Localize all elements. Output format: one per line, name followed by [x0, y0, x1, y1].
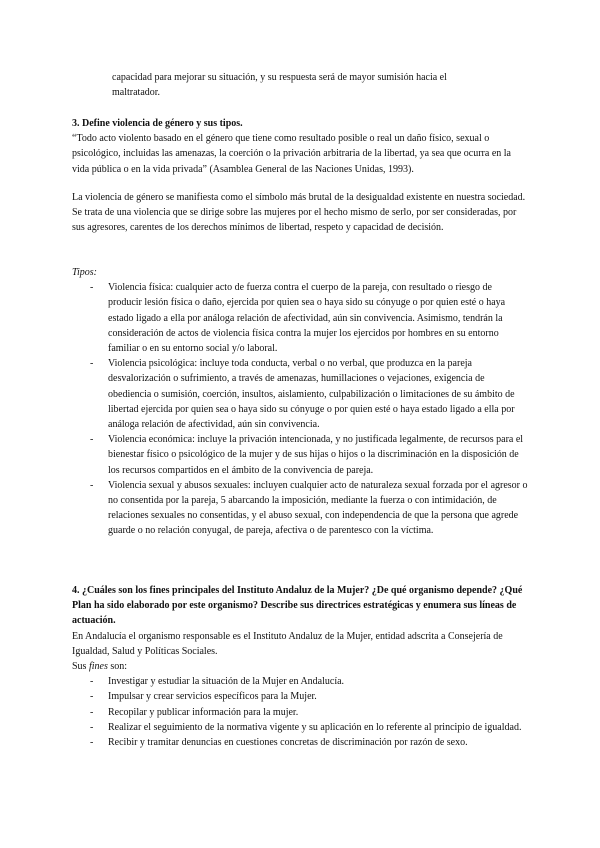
section-4-heading: 4. ¿Cuáles son los fines principales del Instituto Andaluz de la Mujer? ¿De qué organismo depende? ¿Qué Plan ha sido elaborado por este organismo? Describe sus directrices estratégicas y enumera sus líneas de actuación.: [72, 585, 523, 627]
fines-label: [72, 659, 528, 674]
section-4: [72, 583, 528, 750]
tipos-label: Tipos:: [72, 267, 98, 278]
continuation-line-1: capacidad para mejorar su situación, y su respuesta será de mayor sumisión hacia el: [112, 72, 447, 83]
fin-3: Recopilar y publicar información para la mujer.: [108, 706, 299, 718]
section-4-paragraph: En Andalucía el organismo responsable es el Instituto Andaluz de la Mujer, entidad adscrita a Consejería de Igualdad, Salud y Políticas Sociales.: [72, 630, 503, 657]
continuation-text: [72, 70, 528, 100]
list-item: [72, 674, 528, 689]
fin-2: Impulsar y crear servicios específicos para la Mujer.: [108, 691, 317, 703]
fines-prefix: Sus: [72, 661, 89, 673]
bullet-dash: -: [90, 434, 94, 446]
fin-5: Recibir y tramitar denuncias en cuestiones concretas de discriminación por razón de sexo.: [108, 737, 468, 749]
bullet-dash: -: [90, 706, 94, 718]
list-item: [72, 432, 528, 478]
section-3-quote: “Todo acto violento basado en el género que tiene como resultado posible o real un daño físico, sexual o psicológico, incluidas las amenazas, la coerción o la privación arbitraria de la libertad, ya sea que ocurra en la vida pública o en la vida privada” (Asamblea General de las Naciones Unidas, 1993).: [72, 133, 511, 175]
tipos-list: [72, 280, 528, 538]
bullet-dash: -: [90, 479, 94, 491]
tipos-block: [72, 265, 528, 539]
list-item: [72, 356, 528, 432]
bullet-dash: -: [90, 358, 94, 370]
tipo-economica: Violencia económica: incluye la privación intencionada, y no justificada legalmente, de recursos para el bienestar físico o psicológico de la mujer y de sus hijas o hijos o la discriminación en la disposición de los recursos compartidos en el ámbito de la convivencia de pareja.: [108, 434, 524, 476]
continuation-line-2: maltratador.: [112, 87, 161, 99]
fin-1: Investigar y estudiar la situación de la Mujer en Andalucía.: [108, 676, 345, 688]
list-item: [72, 705, 528, 720]
tipo-fisica: Violencia física: cualquier acto de fuerza contra el cuerpo de la pareja, con resultado o riesgo de producir lesión física o daño, ejercida por quien sea o haya sido su cónyuge o por quien esté o haya estado ligado a ella por análoga relación de afectividad, aún sin convivencia. Asimismo, tendrán la consideración de actos de violencia física contra la mujer los ejercidos por hombres en su entorno familiar o en su entorno social y/o laboral.: [108, 282, 506, 355]
fines-list: [72, 674, 528, 750]
fines-suffix: son:: [107, 661, 128, 673]
fines-word: fines: [88, 661, 108, 673]
bullet-dash: -: [90, 691, 94, 703]
section-3-paragraph-block: [72, 190, 528, 236]
fin-4: Realizar el seguimiento de la normativa vigente y su aplicación en lo referente al principio de igualdad.: [108, 721, 522, 733]
tipo-sexual: Violencia sexual y abusos sexuales: incluyen cualquier acto de naturaleza sexual forzada por el agresor o no consentida por la pareja, 5 abarcando la imposición, mediante la fuerza o con intimidación, de relaciones sexuales no consentidas, y el abuso sexual, con independencia de que la persona que agrede guarde o no relación conyugal, de pareja, afectiva o de parentesco con la víctima.: [108, 479, 528, 537]
list-item: [72, 720, 528, 735]
section-3: [72, 116, 528, 177]
section-3-heading: 3. Define violencia de género y sus tipos.: [72, 118, 243, 129]
list-item: [72, 478, 528, 539]
list-item: [72, 735, 528, 750]
tipo-psicologica: Violencia psicológica: incluye toda conducta, verbal o no verbal, que produzca en la pareja desvalorización o sufrimiento, a través de amenazas, humillaciones o vejaciones, exigencia de obediencia o sumisión, coerción, insultos, aislamiento, culpabilización o limitaciones de su ámbito de libertad ejercida por quien sea o haya sido su cónyuge o por quien esté o haya estado ligado a ella por análoga relación de afectividad, aún sin convivencia.: [108, 358, 515, 431]
bullet-dash: -: [90, 676, 94, 688]
bullet-dash: -: [90, 721, 94, 733]
section-3-paragraph: La violencia de género se manifiesta como el símbolo más brutal de la desigualdad existente en nuestra sociedad. Se trata de una violencia que se dirige sobre las mujeres por el hecho mismo de serlo, por ser consideradas, por sus agresores, carentes de los derechos mínimos de libertad, respeto y capacidad de decisión.: [72, 192, 526, 234]
bullet-dash: -: [90, 282, 94, 294]
bullet-dash: -: [90, 737, 94, 749]
list-item: [72, 280, 528, 356]
list-item: [72, 689, 528, 704]
